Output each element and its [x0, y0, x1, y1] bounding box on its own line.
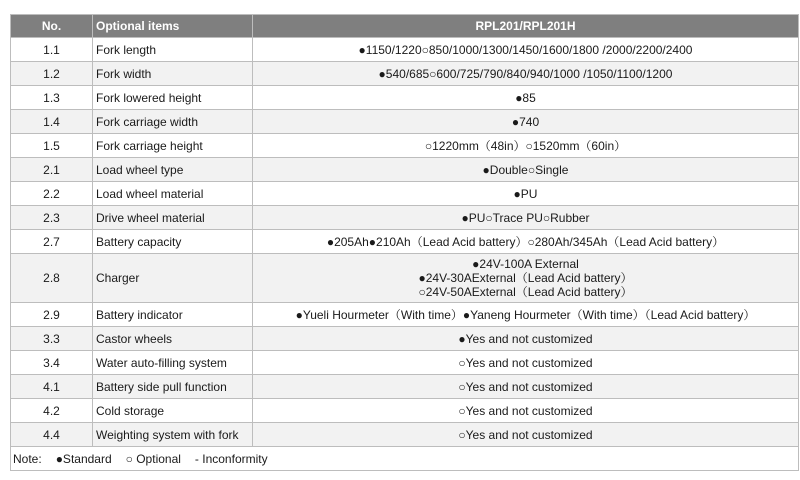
row-item: Drive wheel material	[93, 206, 253, 230]
row-item: Battery capacity	[93, 230, 253, 254]
table-row	[11, 399, 799, 423]
row-item: Fork lowered height	[93, 86, 253, 110]
row-item: Weighting system with fork	[93, 423, 253, 447]
legend-inconformity: - Inconformity	[194, 451, 268, 466]
header-no: No.	[11, 15, 93, 38]
table-row	[11, 110, 799, 134]
row-value: ●Double○Single	[253, 158, 799, 182]
row-no: 4.4	[11, 423, 93, 447]
row-value: ●740	[253, 110, 799, 134]
row-value: ●PU○Trace PU○Rubber	[253, 206, 799, 230]
note-row	[11, 447, 799, 471]
row-item: Fork width	[93, 62, 253, 86]
row-item: Battery side pull function	[93, 375, 253, 399]
row-no: 3.4	[11, 351, 93, 375]
row-item: Castor wheels	[93, 327, 253, 351]
table-row	[11, 38, 799, 62]
table-row	[11, 230, 799, 254]
row-no: 2.9	[11, 303, 93, 327]
row-value: ●205Ah●210Ah（Lead Acid battery）○280Ah/345Ah（Lead Acid battery）	[253, 230, 799, 254]
table-row	[11, 62, 799, 86]
row-no: 1.4	[11, 110, 93, 134]
row-value: ●540/685○600/725/790/840/940/1000 /1050/1100/1200	[253, 62, 799, 86]
table-row	[11, 375, 799, 399]
row-item: Water auto-filling system	[93, 351, 253, 375]
legend-optional: ○ Optional	[125, 451, 181, 466]
row-no: 1.5	[11, 134, 93, 158]
table-row	[11, 86, 799, 110]
table-row	[11, 134, 799, 158]
note-label: Note:	[13, 451, 42, 466]
options-table	[10, 14, 799, 471]
table-row	[11, 423, 799, 447]
table-row	[11, 182, 799, 206]
row-no: 4.2	[11, 399, 93, 423]
row-item: Fork carriage height	[93, 134, 253, 158]
legend-standard: ●Standard	[55, 451, 112, 466]
row-no: 2.8	[11, 254, 93, 303]
row-value: ●1150/1220○850/1000/1300/1450/1600/1800 /2000/2200/2400	[253, 38, 799, 62]
row-value: ●PU	[253, 182, 799, 206]
row-no: 2.3	[11, 206, 93, 230]
table-row	[11, 158, 799, 182]
row-no: 2.2	[11, 182, 93, 206]
row-item: Fork length	[93, 38, 253, 62]
spec-sheet	[10, 14, 798, 471]
row-value: ○Yes and not customized	[253, 399, 799, 423]
row-item: Charger	[93, 254, 253, 303]
row-item: Load wheel material	[93, 182, 253, 206]
row-item: Fork carriage width	[93, 110, 253, 134]
row-no: 1.2	[11, 62, 93, 86]
row-value: ○Yes and not customized	[253, 375, 799, 399]
table-row	[11, 206, 799, 230]
header-row	[11, 15, 799, 38]
row-item: Cold storage	[93, 399, 253, 423]
row-no: 1.3	[11, 86, 93, 110]
legend-note	[11, 447, 799, 471]
row-no: 3.3	[11, 327, 93, 351]
row-item: Load wheel type	[93, 158, 253, 182]
row-value: ○Yes and not customized	[253, 423, 799, 447]
row-no: 1.1	[11, 38, 93, 62]
table-row	[11, 327, 799, 351]
row-value: ●Yueli Hourmeter（With time）●Yaneng Hourmeter（With time）（Lead Acid battery）	[253, 303, 799, 327]
row-value: ●85	[253, 86, 799, 110]
row-value: ○1220mm（48in）○1520mm（60in）	[253, 134, 799, 158]
header-model: RPL201/RPL201H	[253, 15, 799, 38]
table-row	[11, 303, 799, 327]
row-no: 2.7	[11, 230, 93, 254]
row-no: 2.1	[11, 158, 93, 182]
row-value: ●Yes and not customized	[253, 327, 799, 351]
header-optional-items: Optional items	[93, 15, 253, 38]
row-item: Battery indicator	[93, 303, 253, 327]
row-no: 4.1	[11, 375, 93, 399]
row-value: ●24V-100A External ●24V-30AExternal（Lead Acid battery） ○24V-50AExternal（Lead Acid battery）	[253, 254, 799, 303]
table-row	[11, 351, 799, 375]
table-row	[11, 254, 799, 303]
row-value: ○Yes and not customized	[253, 351, 799, 375]
